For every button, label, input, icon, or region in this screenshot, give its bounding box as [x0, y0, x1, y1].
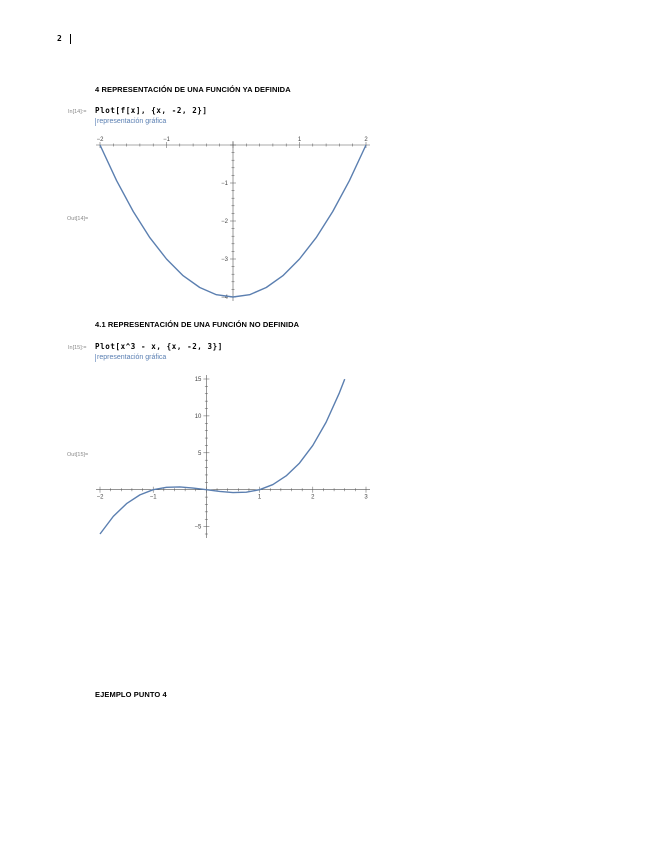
x-tick-label: −2 — [96, 494, 104, 501]
section-heading: 4 REPRESENTACIÓN DE UNA FUNCIÓN YA DEFINIDA — [95, 85, 291, 94]
input-label: In[14]:= — [68, 109, 87, 115]
series-line — [100, 379, 345, 534]
page-number-divider — [70, 34, 71, 44]
plot-cubic — [90, 368, 380, 543]
output-label: Out[15]= — [67, 452, 89, 458]
y-tick-label: −5 — [194, 524, 202, 531]
x-tick-label: −1 — [163, 137, 170, 143]
y-tick-label: −1 — [221, 181, 228, 187]
section-heading: 4.1 REPRESENTACIÓN DE UNA FUNCIÓN NO DEFINIDA — [95, 320, 300, 329]
section-heading: EJEMPLO PUNTO 4 — [95, 690, 167, 699]
y-tick-label: −4 — [221, 295, 228, 301]
y-tick-label: 15 — [194, 377, 202, 383]
y-tick-label: 5 — [198, 450, 202, 457]
output-label: Out[14]= — [67, 216, 89, 222]
input-label: In[15]:= — [68, 345, 87, 351]
x-tick-label: 2 — [364, 137, 368, 143]
x-tick-label: 3 — [364, 494, 368, 501]
input-code[interactable]: Plot[x^3 - x, {x, -2, 3}] — [95, 342, 223, 351]
plot-parabola — [90, 133, 380, 305]
y-tick-label: −3 — [221, 257, 228, 263]
x-tick-label: −1 — [149, 494, 157, 501]
x-tick-label: 2 — [311, 494, 315, 501]
plot-caption: representación gráfica — [97, 354, 167, 361]
y-tick-label: 10 — [194, 413, 202, 420]
x-tick-label: 1 — [257, 494, 262, 501]
y-tick-label: −2 — [221, 219, 228, 225]
page-number: 2 — [57, 34, 62, 43]
x-tick-label: −2 — [96, 137, 104, 143]
input-code[interactable]: Plot[f[x], {x, -2, 2}] — [95, 106, 208, 115]
x-tick-label: 1 — [297, 137, 302, 143]
plot-caption: representación gráfica — [97, 118, 167, 125]
